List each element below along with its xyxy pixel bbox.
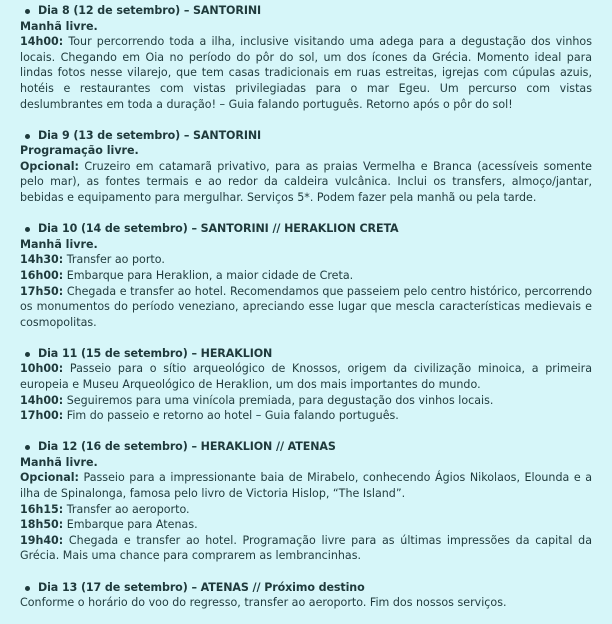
entry-time: 14h30: (20, 253, 64, 267)
day-9-entry-1 (20, 159, 592, 206)
entry-time: 16h15: (20, 502, 64, 516)
day-12-entry-3 (20, 517, 592, 533)
entry-text: Passeio para a impressionante baia de Mirabelo, conhecendo Ágios Nikolaos, Elounda e a ilha de Spinalonga, famosa pelo livro de Victoria Hislop, “The Island”. (20, 471, 592, 501)
day-13-title: Dia 13 (17 de setembro) – ATENAS // Próximo destino (20, 580, 592, 596)
day-9-status: Programação livre. (20, 144, 139, 158)
day-8-section (20, 3, 592, 112)
day-11-title: Dia 11 (15 de setembro) – HERAKLION (20, 346, 592, 362)
entry-text: Conforme o horário do voo do regresso, transfer ao aeroporto. Fim dos nossos serviços. (20, 596, 507, 610)
day-12-title: Dia 12 (16 de setembro) – HERAKLION // ATENAS (20, 439, 592, 455)
day-10-section (20, 221, 592, 330)
day-13-entry-1 (20, 595, 592, 611)
day-13-section (20, 580, 592, 611)
entry-text: Tour percorrendo toda a ilha, inclusive visitando uma adega para a degustação dos vinhos locais. Chegando em Oia no período do pôr do sol, um dos ícones da Grécia. Momento ideal para lindas fotos nesse vilarejo, que tem casas tradicionais em ruas estreitas, igrejas com cúpulas azuis, hotéis e restaurantes com vistas privilegiadas para o mar Egeu. Um percurso com vistas deslumbrantes em toda a duração! – Guia falando português. Retorno após o pôr do sol! (20, 35, 592, 111)
day-8-entry-1 (20, 34, 592, 112)
day-10-title: Dia 10 (14 de setembro) – SANTORINI // HERAKLION CRETA (20, 221, 592, 237)
day-12-entry-2 (20, 502, 592, 518)
entry-text: Transfer ao porto. (63, 253, 165, 267)
entry-text: Passeio para o sítio arqueológico de Knossos, origem da civilização minoica, a primeira europeia e Museu Arqueológico de Heraklion, um dos mais importantes do mundo. (20, 362, 592, 391)
entry-text: Fim do passeio e retorno ao hotel – Guia falando português. (63, 409, 399, 423)
day-8-status: Manhã livre. (20, 19, 98, 33)
day-10-entry-3 (20, 284, 592, 331)
entry-time: 17h50: (20, 284, 64, 298)
entry-text: Cruzeiro em catamarã privativo, para as praias Vermelha e Branca (acessíveis somente pelo mar), as fontes termais e ao redor da caldeira vulcânica. Inclui os transfers, almoço/jantar, bebidas e equipamento para mergulhar. Serviços 5*. Podem fazer pela manhã ou pela tarde. (20, 159, 592, 205)
day-9-title: Dia 9 (13 de setembro) – SANTORINI (20, 128, 592, 144)
entry-time: 18h50: (20, 518, 64, 532)
entry-text: Transfer ao aeroporto. (63, 502, 190, 516)
day-10-status: Manhã livre. (20, 237, 98, 251)
day-11-entry-3 (20, 408, 592, 424)
day-12-entry-4 (20, 533, 592, 564)
entry-time: 16h00: (20, 268, 64, 282)
entry-text: Embarque para Heraklion, a maior cidade de Creta. (63, 268, 354, 282)
entry-time: 14h00: (20, 35, 64, 49)
day-10-entry-2 (20, 268, 592, 284)
day-11-entry-2 (20, 393, 592, 409)
entry-label: Opcional: (20, 471, 79, 485)
entry-text: Chegada e transfer ao hotel. Recomendamos que passeiem pelo centro histórico, percorrendo os monumentos do período veneziano, apreciando esse lugar que mescla características medievais e cosmopolitas. (20, 284, 592, 329)
entry-time: 19h40: (20, 533, 64, 547)
entry-time: 14h00: (20, 393, 64, 407)
day-10-entry-1 (20, 252, 592, 268)
entry-text: Embarque para Atenas. (63, 518, 198, 532)
day-11-section (20, 346, 592, 424)
day-11-entry-1 (20, 361, 592, 392)
entry-text: Seguiremos para uma vinícola premiada, para degustação dos vinhos locais. (63, 393, 494, 407)
day-9-section (20, 128, 592, 206)
day-12-entry-1 (20, 470, 592, 501)
entry-time: 10h00: (20, 362, 64, 376)
entry-time: 17h00: (20, 409, 64, 423)
entry-text: Chegada e transfer ao hotel. Programação livre para as últimas impressões da capital da Grécia. Mais uma chance para comprarem as lembrancinhas. (20, 533, 592, 563)
entry-label: Opcional: (20, 159, 79, 173)
day-8-title: Dia 8 (12 de setembro) – SANTORINI (20, 3, 592, 19)
day-12-section (20, 439, 592, 564)
day-12-status: Manhã livre. (20, 455, 98, 469)
